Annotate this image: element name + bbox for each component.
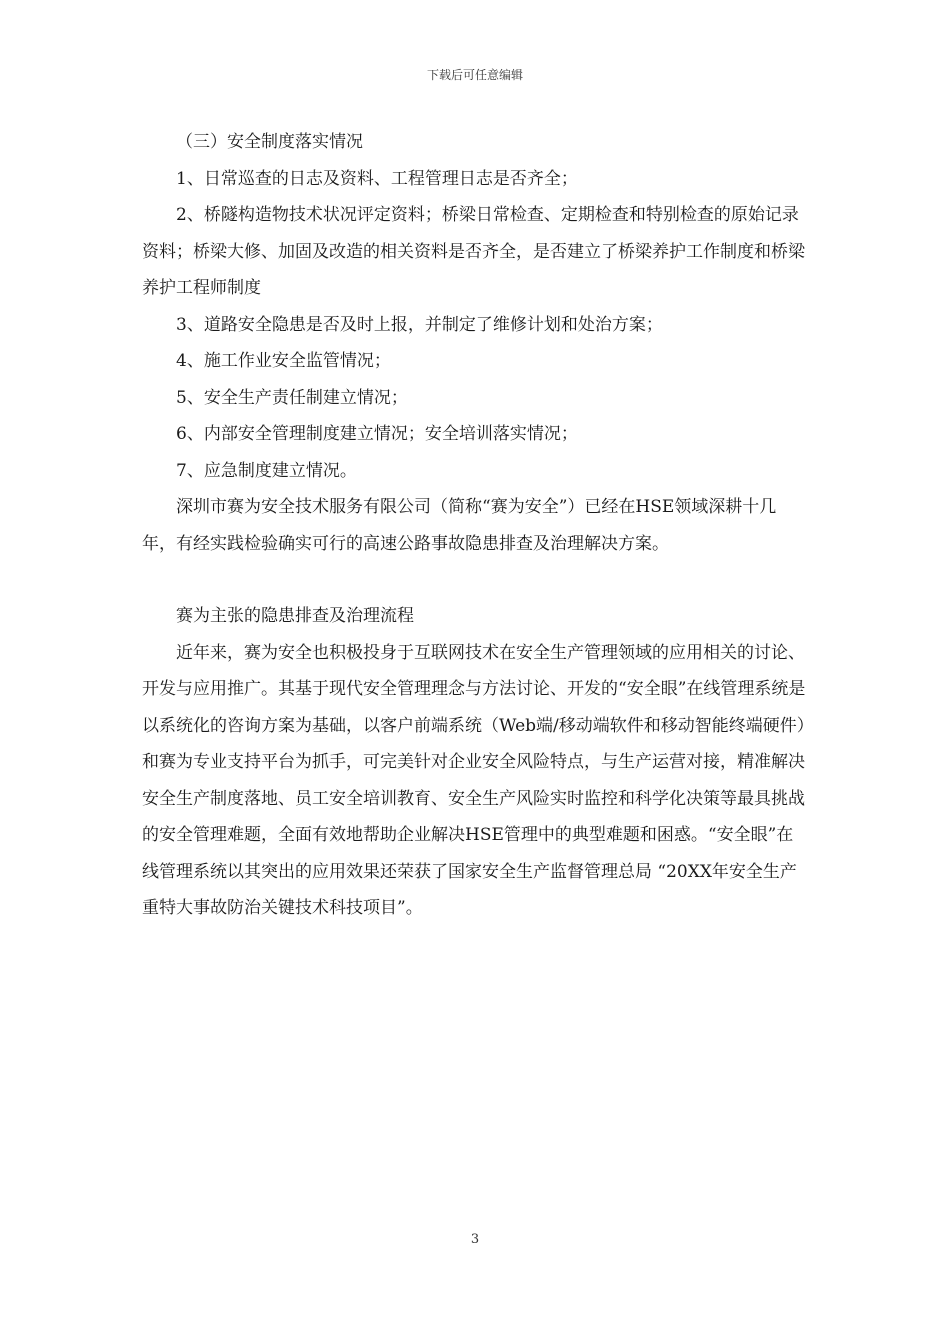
section-heading: （三）安全制度落实情况 — [176, 132, 363, 152]
process-heading: 赛为主张的隐患排查及治理流程 — [176, 606, 414, 626]
list-item-2: 2、桥隧构造物技术状况评定资料；桥梁日常检查、定期检查和特别检查的原始记录资料；桥梁大修、加固及改造的相关资料是否齐全，是否建立了桥梁养护工作制度和桥梁养护工程师制度 — [142, 205, 805, 298]
document-body — [142, 124, 810, 927]
page-number: 3 — [470, 1232, 480, 1247]
list-item-1: 1、日常巡查的日志及资料、工程管理日志是否齐全； — [176, 168, 578, 189]
list-item-6: 6、内部安全管理制度建立情况；安全培训落实情况； — [176, 424, 578, 444]
summary-paragraph: 深圳市赛为安全技术服务有限公司（简称“赛为安全”）已经在HSE领域深耕十几年，有经实践检验确实可行的高速公路事故隐患排查及治理解决方案。 — [142, 497, 777, 554]
process-body-paragraph: 近年来，赛为安全也积极投身于互联网技术在安全生产管理领域的应用相关的讨论、开发与应用推广。其基于现代安全管理理念与方法讨论、开发的“安全眼”在线管理系统是以系统化的咨询方案为基础，以客户前端系统（Web端/移动端软件和移动智能终端硬件）和赛为专业支持平台为抓手，可完美针对企业安全风险特点，与生产运营对接，精准解决安全生产制度落地、员工安全培训教育、安全生产风险实时监控和科学化决策等最具挑战的安全管理难题，全面有效地帮助企业解决HSE管理中的典型难题和困惑。“安全眼”在线管理系统以其突出的应用效果还荣获了国家安全生产监督管理总局 “20XX年安全生产重特大事故防治关键技术科技项目”。 — [142, 642, 806, 918]
list-item-3: 3、道路安全隐患是否及时上报，并制定了维修计划和处治方案； — [176, 314, 663, 335]
page-header: 下载后可任意编辑 — [426, 68, 523, 82]
list-item-5: 5、安全生产责任制建立情况； — [176, 387, 408, 408]
list-item-4: 4、施工作业安全监管情况； — [176, 351, 391, 371]
list-item-7: 7、应急制度建立情况。 — [176, 460, 357, 481]
